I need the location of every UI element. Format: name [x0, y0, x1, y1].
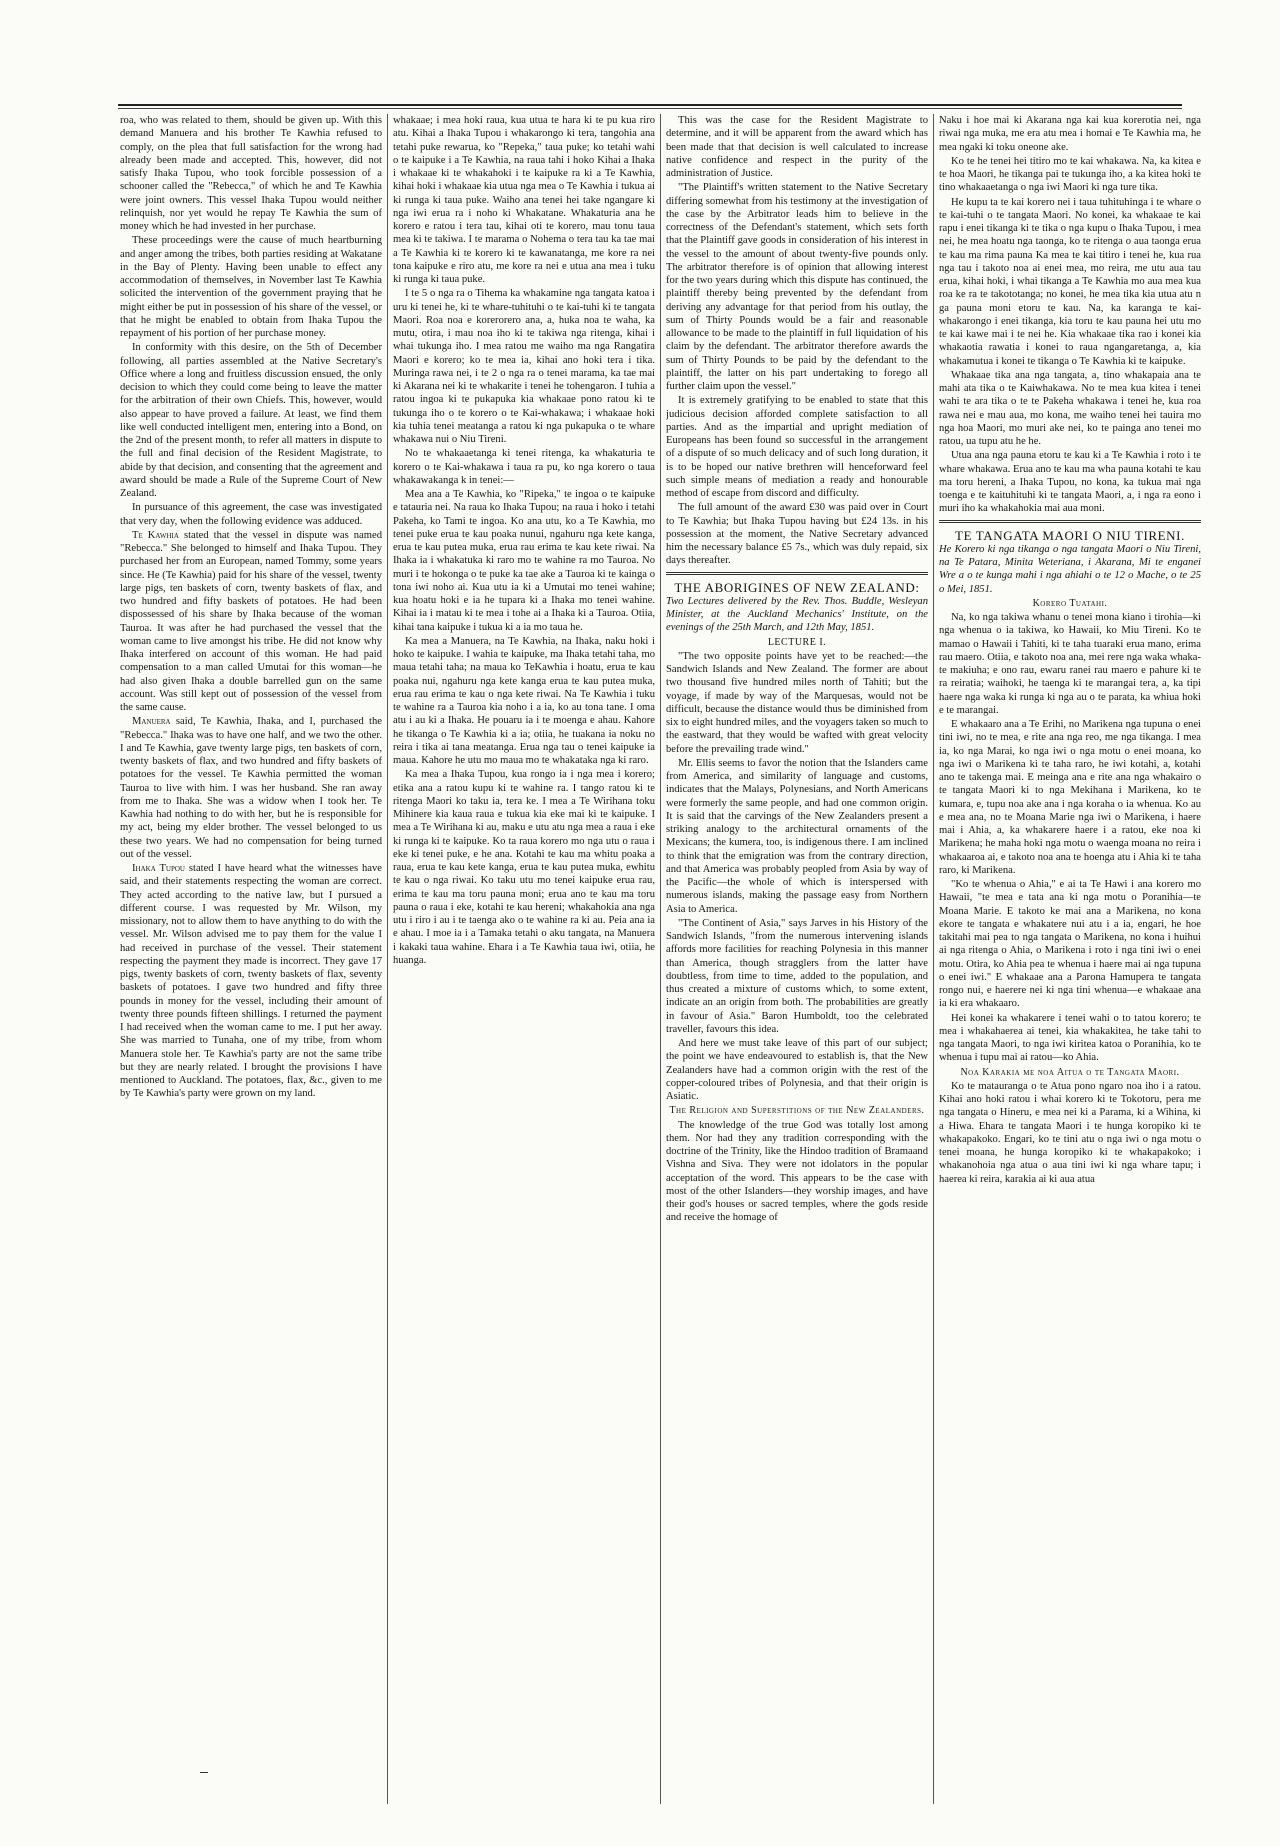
speaker-name: Ihaka Tupou	[132, 863, 185, 874]
paragraph: roa, who was related to them, should be given up. With this demand Manuera and his brother Te Kawhia refused to comply, on the plea that full satisfaction for the wrong had already been made and accepted. This, however, did not satisfy Ihaka Tupou, who took forcible possession of a schooner called the "Rebecca," of which he and Te Kawhia were joint owners. This vessel Ihaka Tupou would neither relinquish, nor yet would he repay Te Kawhia the sum of money which he had invested in her purchase.	[120, 115, 382, 232]
paragraph: E whakaaro ana a Te Erihi, no Marikena nga tupuna o enei tini iwi, no te mea, e rite ana nga reo, me nga tikanga. I mea ia, ko nga Marai, ko nga iwi o nga motu o enei moana, ko nga iwi o Marikena ki te taha raro, he iwi kotahi, a, kotahi ano te takenga mai. E meinga ana e rite ana nga whakairo o te tangata Maori ki to nga Mekihana i Marikena, ko te kumara, e, tupu noa ake ana i nga koraha o ia whenua. Ko au e mea ana, no te Moana Marie nga iwi o Marikena, i haere mai i Ahia, a, ka whakarere haere i a ratou, eke noa ki Marikena; he maha hoki nga motu o waenga moana no reira i whakaaroa ai, e takoto noa ana te hoenga atu i Ahia ki te taha raro, ki Marikena.	[939, 719, 1201, 876]
column-divider	[387, 114, 388, 1804]
paragraph: "The Continent of Asia," says Jarves in his History of the Sandwich Islands, "from the numerous intervening islands affords more facilities for reaching Polynesia in this manner than America, though stragglers from the latter have doubtless, from time to time, added to the population, and thus created a mixture of customs which, to some extent, indicate an an origin from both. The probabilities are greatly in favour of Asia." Baron Humboldt, too the celebrated traveller, favours this idea.	[666, 917, 928, 1035]
paragraph: And here we must take leave of this part of our subject; the point we have endeavoured to establish is, that the New Zealanders have had a common origin with the rest of the copper-coloured tribes of Polynesia, and that their origin is Asiatic.	[666, 1038, 928, 1102]
column-1	[120, 114, 382, 1804]
paragraph: In conformity with this desire, on the 5th of December following, all parties assembled at the Native Secretary's Office where a long and fruitless discussion ensued, the only decision to which they could come being to leave the matter for the arbitration of their own Chiefs. This, however, would also appear to have proved a failure. At least, we find them like well conducted intelligent men, entering into a Bond, on the 2nd of the present month, to refer all matters in dispute to the full and final decision of the Resident Magistrate, to abide by that decision, and consenting that the agreement and award should be made a Rule of the Supreme Court of New Zealand.	[120, 342, 382, 499]
top-rule	[118, 104, 1182, 106]
paragraph: Whakaae tika ana nga tangata, a, tino whakapaia ana te mahi ata tika o te Kaiwhakawa. No te mea kua kitea i tenei wahi te ara tika o te te Pakeha whakawa i tenei he, kua roa rawa nei e mau aua, mo kona, me waiho tenei hei tauira mo nga hoa Maori, mo muri ake nei, ko te painga ano tenei mo ratou, ua tupu atu he he.	[939, 369, 1201, 447]
section-subhead: The Religion and Superstitions of the New Zealanders.	[669, 1105, 925, 1117]
paragraph: Mr. Ellis seems to favor the notion that the Islanders came from America, and similarity of language and customs, indicates that the Malays, Polynesians, and North Americans were formerly the same people, and had one common origin. It is said that the carvings of the New Zealanders present a striking analogy to the architectural ornaments of the Mexicans; the kumera, too, is indigenous there. I am inclined to think that the emigration was from the contrary direction, and that America was probably peopled from Asia by way of the Pacific—the whole of which is interspersed with numerous islands, making the passage easy from Northern Asia to America.	[666, 757, 928, 915]
paragraph: He kupu ta te kai korero nei i taua tuhituhinga i te whare o te kai-tuhi o te tangata Maori. No konei, ka whakaae te kai rapu i enei tikanga ki te tika o nga kupu o Ihaka Tupou, i mea nei, he mea hoatu nga taonga, ko te ritenga o aua taonga erua te kau ma rima pauna Ka mea te kai titiro i tenei he, kua rua nga tau i takoto noa ai enei mea, mo reira, me utu aua tau erua, kihai hoki, i whai tikanga a Te Kawhia mo aua mea kua roa ke ra te takototanga; no konei, he mea tika kia utua atu n ga pauna moni etoru te kau. Na, ka karanga te kai-whakarongo i enei tikanga, kia toru te kau pauna hei utu mo te kai kawe mai i te nei he. Kia whakaae tika rao i konei kia whakaotia rawatia i konei to raua ngangaretanga, a, kia whakamutua i konei te tikanga o Te Kawhia ki te kaipuke.	[939, 196, 1201, 367]
page-mark	[200, 1772, 208, 1773]
column-2	[393, 114, 655, 1804]
lecture-label: LECTURE I.	[767, 636, 827, 648]
paragraph: Na, ko nga takiwa whanu o tenei mona kiano i tirohia—ki nga whenua o ia takiwa, ko Hawaii, ko Miu Tireni. Ko te mamao o Hawaii i Tahiti, ki te taha tuaraki erua mano, erima rau maero. Otiia, e takoto noa ana, mei rere nga waka whaka-te makiuha; e ono rau, ewaru ranei rau maero e pahure ki te ra reiratia; waihoki, he taenga ki te marangai tera, a, ka tipi haere nga waka ki runga ki nga au o te parata, ka whiua hoki e te marangai.	[939, 612, 1201, 716]
section-subhead: Noa Karakia me noa Aitua o te Tangata Maori.	[960, 1066, 1180, 1078]
quoted-award: "The Plaintiff's written statement to the Native Secretary differing somewhat from his testimony at the investigation of the case by the Arbitrator leads him to believe in the correctness of the Defendant's statement, which sets forth that the Plaintiff gave goods in consideration of his interest in the vessel to the amount of about twenty-five pounds only. The arbitrator therefore is of opinion that allowing interest for the two years during which this dispute has continued, the plaintiff thereby being prevented by the defendant from deriving any advantage for that period from his outlay, the sum of Thirty Pounds would be a fair and reasonable allowance to be made to the plaintiff in full liquidation of his claim by the defendant. The arbitrator therefore awards the sum of Thirty Pounds to be paid by the defendant to the plaintiff, the latter on his part undertaking to forego all further claim upon the vessel."	[666, 182, 928, 392]
paragraph: No te whakaaetanga ki tenei ritenga, ka whakaturia te korero o te Kai-whakawa i taua ra pu, ko nga korero o taua whakawakanga k in tenei:—	[393, 448, 655, 486]
article-headline: THE ABORIGINES OF NEW ZEALAND:	[674, 579, 920, 595]
paragraph: I te 5 o nga ra o Tihema ka whakamine nga tangata katoa i uru ki tenei he, ki te whare-tuhituhi o te kai-tuhi ki te tangata Maori. Roa noa e korerorero ana, a, huka noa te waha, ka mutu, otira, i mau noa iho ki te takiwa nga ritenga, kihai i whai tukunga iho. I mea ratou me waiho ma nga Rangatira Maori e korero; ko te mea ia, kihai ano hoki tera i tika. Muringa rawa nei, i te 2 o nga ra o tenei marama, ka tae mai ki Akarana nei ki te whakarite i tenei he tohengaron. I tuhia a ratou ingoa ki te pukapuka kia whakaae pono ratou ki te tukunga iho o te korero o te Kai-whakawa; i whakaae hoki kia tuhia tenei meatanga a ratou ki nga pukapuka o te whare whakawa nui o Niu Tireni.	[393, 288, 655, 445]
paragraph: Ko te he tenei hei titiro mo te kai whakawa. Na, ka kitea e te hoa Maori, he tikanga pai te tukunga iho, a ka kitea hoki te tino whakaaetanga o nga iwi Maori ki nga ture tika.	[939, 155, 1201, 194]
testimony-text: stated I have heard what the witnesses have said, and their statements respecting the woman are correct. They acted according to the native law, but I pursued a different course. I was requested by Mr. Wilson, my missionary, not to allow them to have anything to do with the vessel. Mr. Wilson advised me to pay them for the value I had received in purchase of the vessel. Their statement respecting the payment they made is incorrect. They gave 17 pigs, twenty baskets of corn, twenty baskets of flax, seventy baskets of potatoes. I gave two hundred and fifty three pounds in money for the vessel, including their amount of twenty three pounds fifteen shillings. I returned the payment I had received when the woman came to me. I put her away. She was married to Tunaha, one of my tribe, from whom Manuera stole her. Te Kawhia's party are not the same tribe but they are nearly related. I brought the provisions I have mentioned to Auckland. The potatoes, flax, &c., given to me by Te Kawhia's party were grown on my land.	[120, 863, 382, 1100]
testimony-paragraph	[120, 862, 382, 1101]
paragraph: Mea ana a Te Kawhia, ko "Ripeka," te ingoa o te kaipuke e tatauria nei. Na raua ko Ihaka Tupou; na raua i hoko i tetahi Pakeha, ko Tami te ingoa. Ko ana utu, ko a Te Kawhia, mo tenei puke erua te kau poaka nunui, ngahuru nga kete kanga, erua te kau putea muka, erua rau erima te kau kete riwai. Na Ihaka ia i whakatuka ki raro mo te wahine ra mo Tauroa. No muri i te hokonga o te puke ka tae ake a Tauroa ki te kainga o tona iwi noho ai. Kua utu ia ki a Umutai mo tenei wahine; kua hoatu hoki e ia he tupara ki a Ihaka mo tenei wahine. Kihai ia i matau ki te mea i tohe ai a Ihaka ki a Tauroa. Otiia, kihai tana kaipuke i tukua ki a ia mo taua he.	[393, 489, 655, 633]
lecture-label: Korero Tuatahi.	[1032, 597, 1108, 609]
paragraph: Utua ana nga pauna etoru te kau ki a Te Kawhia i roto i te whare whakawa. Erua ano te kau ma wha pauna kotahi te kau ma toru hereni, a Ihaka Tupou, no kona, ka tukua mai nga toenga e te kaituhituhi ki te tangata Maori, a, i nga ra eono i muri iho ka whakahokia mai aua moni.	[939, 450, 1201, 515]
testimony-text: stated that the vessel in dispute was named "Rebecca." She belonged to himself and Ihaka Tupou. They purchased her from an European, named Tommy, some years since. He (Te Kawhia) paid for his share of the vessel, twenty large pigs, ten baskets of corn, twenty baskets of flax, and two hundred and fifty baskets of potatoes. He had been dispossessed of his share by Ihaka because of the woman Tauroa. It was after he had purchased the vessel that the woman came to live amongst his tribe. He did not know why Ihaka interfered on account of this woman. He had paid compensation to a man called Umutai for this woman—he had also given Ihaka a double barrelled gun on the same account. Was still kept out of possession of the vessel from the same cause.	[120, 529, 382, 713]
paragraph: The full amount of the award £30 was paid over in Court to Te Kawhia; but Ihaka Tupou having but £24 13s. in his possession at the moment, the Native Secretary advanced him the necessary balance £5 7s., which was duly repaid, six days thereafter.	[666, 502, 928, 567]
lecture-intro: Two Lectures delivered by the Rev. Thos. Buddle, Wesleyan Minister, at the Auckland Mechanics' Institute, on the evenings of the 25th March, and 12th May, 1851.	[666, 595, 928, 634]
paragraph: Naku i hoe mai ki Akarana nga kai kua korerotia nei, nga riwai nga muka, me era atu mea i homai e Te Kawhia ma, he mea ngaki ki toku oneone ake.	[939, 115, 1201, 153]
paragraph: The knowledge of the true God was totally lost among them. Nor had they any tradition corresponding with the doctrine of the Trinity, like the Hindoo tradition of Bramaand Vishna and Siva. They were not idolators in the popular acceptation of the word. This appears to be the case with most of the other Islanders—they worship images, and have their god's houses or sacred temples, where the gods reside and receive the homage of	[666, 1119, 928, 1224]
paragraph: "The two opposite points have yet to be reached:—the Sandwich Islands and New Zealand. The former are about two thousand five hundred miles north of Tahiti; but the voyage, if made by way of the Marquesas, would not be difficult, because the distance would thus be diminished from six to eight hundred miles, and the voyagers taken so much to the eastward, that they would be wafted with great velocity before the prevailing trade wind."	[666, 650, 928, 755]
speaker-name: Te Kawhia	[132, 529, 179, 541]
speaker-name: Manuera	[132, 716, 171, 728]
paragraph: Ka mea a Ihaka Tupou, kua rongo ia i nga mea i korero; etika ana a ratou kupu ki te wahine ra. I tango ratou ki te ritenga Maori ko taku ia, tera ke. I mea a Te Wirihana toku Mihinere kia kaua raua e tukua kia eke mai ki te kaipuke. I mea a Te Wirihana ki au, maku e utu atu nga mea a raua i eke ki runga ki te kaipuke. Ko ta raua korero mo nga utu o raua i eke ki tenei puke, e he ana. Kotahi te kau ma whitu poaka a raua, erua te kau kete kanga, erua te kau putea muka, ewhitu te kau o nga riwai. Ko taku utu mo tenei kaipuke erua rau, erima te kau ma toru pauna moni; erua ano te kau ma toru pauna o raua i eke, kotahi te kau hereni; whakahokia ana nga utu i riro i au i te taenga ako o te wahine ra ki au. Peia ana ia e ahau. I moe ia i a Tamaka tetahi o aku tangata, na Manuera i kakaki taua wahine. Ehara i a Te Kawhia taua iwi, otiia, he huanga.	[393, 769, 655, 966]
paragraph: In pursuance of this agreement, the case was investigated that very day, when the following evidence was adduced.	[120, 502, 382, 527]
testimony-paragraph	[120, 529, 382, 715]
paragraph: Ka mea a Manuera, na Te Kawhia, na Ihaka, naku hoki i hoko te kaipuke. I wahia te kaipuke, ma Ihaka tetahi taha, mo maua tetahi taha; na maua ko TeKawhia i hoatu, erua te kau poaka nui, ngahuru nga kete kanga erua te kau putea muka, erua rau erima te kau o nga kete riwai. Na Te Kawhia i tuku te wahine ra a Tauroa kia noho i a ia, ko au tona tane. I oma atu i au ki a Ihaka. He pouaru ia i te moenga e ahau. Kahore he tikanga o Te Kawhia ki a ia; otiia, he tuakana ia noku no reira i tika ai tana meatanga. Erua nga tau o tenei kaipuke ia maua. Kahore he utu mo maua mo te whakataka nga ki raro.	[393, 635, 655, 766]
paragraph: whakaae; i mea hoki raua, kua utua te hara ki te pu kua riro atu. Kihai a Ihaka Tupou i whakarongo ki tera, tangohia ana tetahi puke rewarua, ko "Repeka," taua puke; ko tetahi wahi o te kaipuke i a Te Kawhia, na raua tahi i hoko Kihai a Ihaka i whakaae ki te whakahoki i te kaipuke ra ki a Te Kawhia, kihai hoki i whakaae kia utua nga mea o Te Kawhia i tukua ai ki runga ki taua puke. Waiho ana tenei hei take ngangare ki nga iwi erua ra i noho ki Whakatane. Whakaturia ana he korero e ratou i tera tau, kihai oti te korero, mau tonu taua mea ki te takiwa. I te marama o Nohema o tera tau ka tae mai a Te Kawhia ki te korero ki te kawanatanga, me kore ra nei tona kaipuke e riro atu, me kore ra nei e utua ana mea i tuku ki runga ki taua puke.	[393, 115, 655, 285]
paragraph: Hei konei ka whakarere i tenei wahi o to tatou korero; te mea i whakahaerea ai tenei, kia whakakitea, he take tahi to nga tangata Maori, to nga iwi kiritea katoa o Poranihia, ko te whenua i tupu mai ai ratou—ko Ahia.	[939, 1012, 1201, 1064]
section-divider	[939, 520, 1201, 523]
testimony-text: said, Te Kawhia, Ihaka, and I, purchased the "Rebecca." Ihaka was to have one half, and we two the other. I and Te Kawhia, gave twenty large pigs, ten baskets of corn, twenty baskets of flax, and two hundred and fifty baskets of potatoes for the vessel. Te Kawhia permitted the woman Tauroa to live with him. I was her husband. She ran away from me to Ihaka. She was a widow when I took her. Te Kawhia had nothing to do with her, but he is responsible for my act, being my elder brother. The vessel belonged to us these two years. We had no compensation for being turned out of the vessel.	[120, 716, 382, 860]
section-divider	[666, 572, 928, 575]
top-rule-thin	[118, 108, 1182, 109]
testimony-paragraph	[120, 715, 382, 861]
article-headline: TE TANGATA MAORI O NIU TIRENI.	[955, 527, 1185, 543]
column-3	[666, 114, 928, 1804]
paragraph: These proceedings were the cause of much heartburning and anger among the tribes, both parties residing at Wakatane in the Bay of Plenty. Having been unable to effect any accommodation of themselves, in November last Te Kawhia solicited the intervention of the government praying that he might either be put in possession of his share of the vessel, or that he might be enabled to obtain from Ihaka Tupou the repayment of his portion of her purchase money.	[120, 235, 382, 339]
column-4	[939, 114, 1201, 1804]
lecture-intro: He Korero ki nga tikanga o nga tangata Maori o Niu Tireni, na Te Patara, Minita Weteriana, i Akarana, Mi te enganei Wre a o te kunga mahi i nga ahiahi o te 12 o Mache, o te 25 o Mei, 1851.	[939, 543, 1201, 595]
paragraph: "Ko te whenua o Ahia," e ai ta Te Hawi i ana korero mo Hawaii, "te mea e tata ana ki nga motu o Poranihia—te Moana Marie. E takoto ke mai ana a Marikena, no kona ekore te tangata e whakatere nui atu i a ia, engari, he hoe takitahi mai pea to nga tangata o Marikena, no kona i huihui ai nga ritenga o Ahia, o Marikena i roto i nga tini iwi o enei motu. Otira, ko Ahia pea te whenua i haere mai ai nga tupuna o enei iwi." E whakaae ana a Parona Hamupera te tangata rongo nui, e haerere nei ki nga tini whenua—e whakaae ana ia ki era whakaaro.	[939, 879, 1201, 1010]
paragraph: This was the case for the Resident Magistrate to determine, and it will be apparent from the award which has been made that that decision is well calculated to increase native confidence and respect in the purity of the administration of Justice.	[666, 115, 928, 179]
column-divider	[933, 114, 934, 1804]
paragraph: Ko te matauranga o te Atua pono ngaro noa iho i a ratou. Kihai ano hoki ratou i whai korero ki te Tokotoru, pera me nga tangata o Hineru, e mea nei ki a Parama, ki a Wihina, ki a Hiwa. Ehara te tangata Maori i te hunga koropiko ki te whakapakoko. Engari, ko te tini atu o nga iwi o nga motu o tenei moana, he hunga koropiko ki te whakapakoko; i whakanohoia nga atua o aua tini iwi ki nga whare tapu; i haerea ki reira, karakia ai ki aua atua	[939, 1080, 1201, 1185]
paragraph: It is extremely gratifying to be enabled to state that this judicious decision afforded complete satisfaction to all parties. And as the impartial and upright mediation of Europeans has been found so successful in the arrangement of a dispute of so much delicacy and of such long duration, it is to be hoped our native brethren will henceforward feel such simple means of mediation a ready and honourable method of escape from discord and difficulty.	[666, 395, 928, 499]
column-divider	[660, 114, 661, 1804]
